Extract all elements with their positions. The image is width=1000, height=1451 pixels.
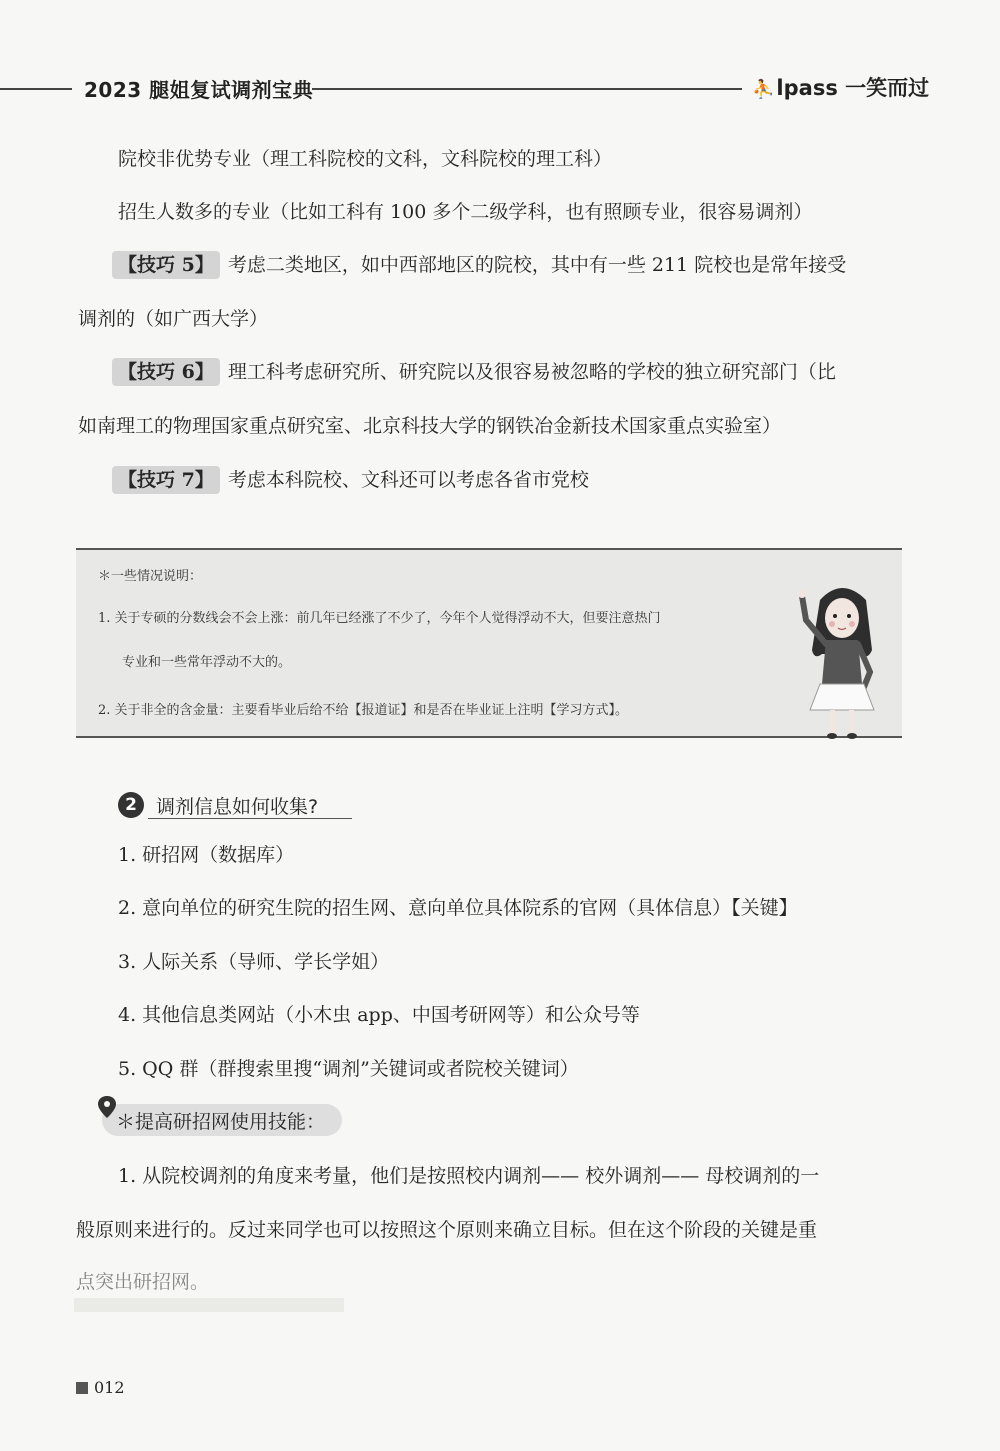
brand-logo <box>752 72 929 102</box>
note-item-1-continued: 专业和一些常年浮动不大的。 <box>122 655 292 670</box>
skill-line-2: 般原则来进行的。反过来同学也可以按照这个原则来确立目标。但在这个阶段的关键是重 <box>76 1219 818 1241</box>
skill-line-3: 点突出研招网。 <box>76 1271 210 1293</box>
page-header <box>0 72 1000 102</box>
list-item-1: 1. 研招网（数据库） <box>118 844 295 866</box>
page-footer <box>76 1378 125 1397</box>
page-number: 012 <box>94 1378 125 1397</box>
brand-text: lpass 一笑而过 <box>776 76 930 100</box>
running-figure-icon: ⛹ <box>752 79 775 100</box>
tip-5 <box>112 251 846 279</box>
header-rule-left <box>0 88 72 90</box>
book-title: 2023 腿姐复试调剂宝典 <box>84 78 314 102</box>
note-item-1: 1. 关于专硕的分数线会不会上涨：前几年已经涨了不少了，今年个人觉得浮动不大，但要注意热门 <box>98 611 661 626</box>
section-underline <box>148 818 352 819</box>
cartoon-girl-illustration <box>792 580 892 746</box>
square-bullet-icon <box>76 1382 88 1394</box>
pin-icon <box>96 1094 118 1120</box>
intro-line-1: 院校非优势专业（理工科院校的文科，文科院校的理工科） <box>118 148 613 170</box>
tip-6-text: 理工科考虑研究所、研究院以及很容易被忽略的学校的独立研究部门（比 <box>227 361 836 383</box>
skill-heading-text: ＊提高研招网使用技能： <box>116 1111 326 1133</box>
tip-6 <box>112 358 836 386</box>
list-item-5: 5. QQ 群（群搜索里搜“调剂”关键词或者院校关键词） <box>118 1058 579 1080</box>
tip-5-tag: 【技巧 5】 <box>112 251 220 279</box>
tip-7-text: 考虑本科院校、文科还可以考虑各省市党校 <box>227 469 589 491</box>
section-number-badge: 2 <box>118 792 144 818</box>
tip-6-tag: 【技巧 6】 <box>112 358 220 386</box>
note-item-2: 2. 关于非全的含金量：主要看毕业后给不给【报道证】和是否在毕业证上注明【学习方式】。 <box>98 703 629 718</box>
skill-heading <box>96 1094 344 1140</box>
list-item-4: 4. 其他信息类网站（小木虫 app、中国考研网等）和公众号等 <box>118 1004 640 1026</box>
tip-6-continued: 如南理工的物理国家重点研究室、北京科技大学的钢铁冶金新技术国家重点实验室） <box>78 415 782 437</box>
header-rule-right <box>312 88 742 90</box>
note-heading: ＊一些情况说明： <box>98 569 203 584</box>
intro-line-2: 招生人数多的专业（比如工科有 100 多个二级学科，也有照顾专业，很容易调剂） <box>118 201 813 223</box>
skill-line-1: 1. 从院校调剂的角度来考量，他们是按照校内调剂—— 校外调剂—— 母校调剂的一 <box>118 1165 820 1187</box>
section-title: 调剂信息如何收集? <box>156 796 319 818</box>
list-item-3: 3. 人际关系（导师、学长学姐） <box>118 951 390 973</box>
list-item-2: 2. 意向单位的研究生院的招生网、意向单位具体院系的官网（具体信息）【关键】 <box>118 897 798 919</box>
faded-text-region <box>74 1268 354 1328</box>
tip-7-tag: 【技巧 7】 <box>112 466 220 494</box>
tip-5-continued: 调剂的（如广西大学） <box>78 308 269 330</box>
tip-7 <box>112 466 589 494</box>
tip-5-text: 考虑二类地区，如中西部地区的院校，其中有一些 211 院校也是常年接受 <box>227 254 847 276</box>
